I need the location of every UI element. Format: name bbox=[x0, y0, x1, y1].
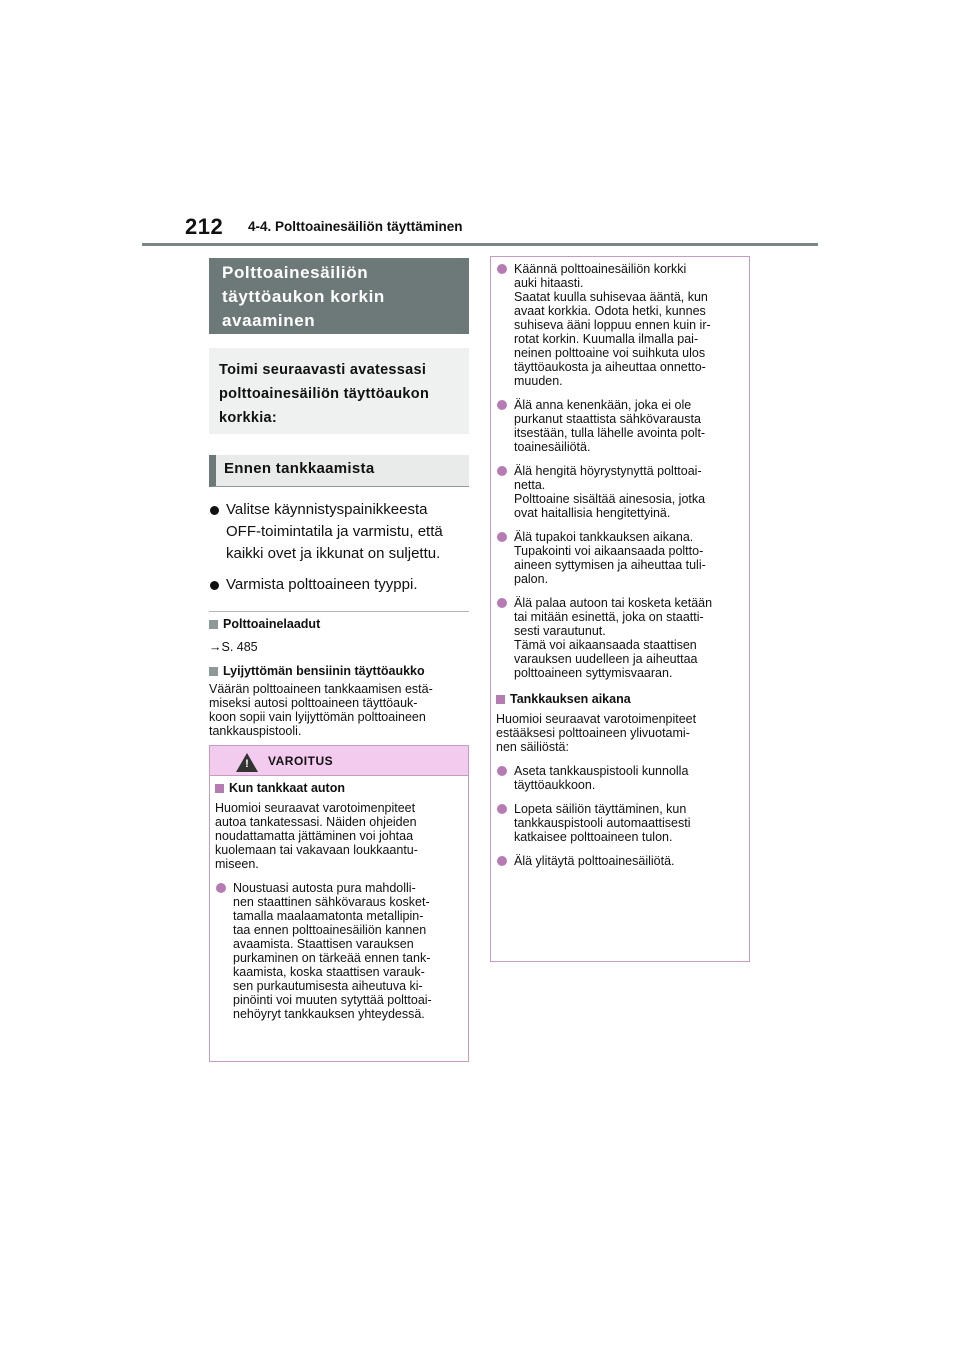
warning-box-right bbox=[490, 256, 750, 962]
warning-section-text: Huomioi seuraavat varotoimenpiteet autoa tankatessasi. Näiden ohjeiden noudattamatta jättäminen voi johtaa kuolemaan tai vakavaan loukkaantu- miseen. bbox=[215, 801, 418, 871]
banner-line: Polttoainesäiliön bbox=[222, 263, 369, 282]
warning-bullet: Noustuasi autosta pura mahdolli- nen staattinen sähkövaraus kosket- tamalla maalaamatonta metallipin- taa ennen polttoainesäiliön kannen avaamista. Staattisen varauksen purkaminen on tärkeää ennen tank- kaamista, koska staattisen varauk- sen purkautumisesta aiheutuva ki- pinöinti voi muuten sytyttää polttoai- nehöyryt tankkauksen yhteydessä. bbox=[215, 881, 460, 1021]
bullet-dot-icon bbox=[497, 532, 507, 542]
square-bullet-icon bbox=[215, 784, 224, 793]
square-bullet-icon bbox=[209, 667, 218, 676]
warning-section-title: Kun tankkaat auton bbox=[215, 781, 460, 796]
note-unleaded-inlet bbox=[209, 664, 469, 738]
divider bbox=[209, 611, 469, 612]
bullet-line: kaikki ovet ja ikkunat on suljettu. bbox=[226, 545, 441, 562]
warning-section-text: Huomioi seuraavat varotoimenpiteet estääksesi polttoaineen ylivuotami- nen säiliöstä: bbox=[496, 712, 697, 754]
exclamation-icon: ! bbox=[245, 758, 249, 770]
bullet-item bbox=[209, 574, 469, 596]
warning-content bbox=[491, 257, 749, 868]
warning-bullet: Aseta tankkauspistooli kunnolla täyttöaukkoon. bbox=[496, 764, 743, 792]
square-bullet-icon bbox=[209, 620, 218, 629]
bullet-item bbox=[209, 499, 469, 565]
warning-label: VAROITUS bbox=[268, 754, 334, 768]
intro-box bbox=[209, 348, 469, 434]
bullet-line: Valitse käynnistyspainikkeesta bbox=[226, 501, 428, 518]
warning-bullet: Käännä polttoainesäiliön korkki auki hitaasti. Saatat kuulla suhisevaa ääntä, kun avaat korkkia. Odota hetki, kunnes suhiseva ääni loppuu ennen kuin ir- rotat korkin. Kuumalla ilmalla pai- neinen polttoaine voi suihkuta ulos täyttöaukosta ja aiheuttaa onnetto- muuden. bbox=[496, 262, 743, 388]
bullet-line: OFF-toimintatila ja varmistu, että bbox=[226, 523, 443, 540]
left-column bbox=[209, 258, 469, 738]
warning-content bbox=[210, 776, 468, 1021]
intro-line: korkkia: bbox=[219, 410, 278, 426]
bullet-dot-icon bbox=[216, 883, 226, 893]
chapter-title: 4-4. Polttoainesäiliön täyttäminen bbox=[248, 219, 463, 234]
bullet-dot-icon bbox=[497, 598, 507, 608]
bullet-line: Varmista polttoaineen tyyppi. bbox=[226, 576, 418, 593]
bullet-dot-icon bbox=[497, 804, 507, 814]
bullet-dot-icon bbox=[210, 506, 219, 515]
bullet-dot-icon bbox=[497, 400, 507, 410]
note-title: Polttoainelaadut bbox=[209, 617, 469, 632]
bullet-dot-icon bbox=[210, 581, 219, 590]
warning-bullet: Lopeta säiliön täyttäminen, kun tankkauspistooli automaattisesti katkaisee polttoaineen tulon. bbox=[496, 802, 743, 844]
note-fuel-grades bbox=[209, 617, 469, 654]
bullet-list bbox=[209, 499, 469, 596]
bullet-dot-icon bbox=[497, 856, 507, 866]
bullet-dot-icon bbox=[497, 766, 507, 776]
warning-box-left bbox=[209, 745, 469, 1062]
page-number: 212 bbox=[185, 214, 224, 239]
warning-bullet: Älä anna kenenkään, joka ei ole purkanut staattista sähkövarausta itsestään, tulla lähelle avointa polt- toainesäiliötä. bbox=[496, 398, 743, 454]
warning-section-title: Tankkauksen aikana bbox=[496, 692, 743, 707]
warning-bullet: Älä hengitä höyrystynyttä polttoai- netta. Polttoaine sisältää ainesosia, jotka ovat haitallisia hengitettyinä. bbox=[496, 464, 743, 520]
header-rule bbox=[142, 243, 818, 246]
intro-line: polttoainesäiliön täyttöaukon bbox=[219, 386, 430, 402]
bullet-dot-icon bbox=[497, 466, 507, 476]
banner-line: avaaminen bbox=[222, 311, 316, 330]
subheading-before-refuel: Ennen tankkaamista bbox=[209, 455, 469, 487]
warning-header bbox=[210, 746, 468, 776]
square-bullet-icon bbox=[496, 695, 505, 704]
warning-bullet: Älä palaa autoon tai kosketa ketään tai mitään esinettä, joka on staatti- sesti varautunut. Tämä voi aikaansaada staattisen varauksen uudelleen ja aiheuttaa polttoaineen syttymisvaaran. bbox=[496, 596, 743, 680]
note-body: →S. 485 bbox=[209, 640, 258, 654]
note-title: Lyijyttömän bensiinin täyttöaukko bbox=[209, 664, 469, 679]
intro-line: Toimi seuraavasti avatessasi bbox=[219, 362, 427, 378]
bullet-dot-icon bbox=[497, 264, 507, 274]
section-banner bbox=[209, 258, 469, 334]
banner-line: täyttöaukon korkin bbox=[222, 287, 385, 306]
warning-bullet: Älä ylitäytä polttoainesäiliötä. bbox=[496, 854, 743, 868]
warning-bullet: Älä tupakoi tankkauksen aikana. Tupakointi voi aikaansaada poltto- aineen syttymisen ja aiheuttaa tuli- palon. bbox=[496, 530, 743, 586]
note-body: Väärän polttoaineen tankkaamisen estä- miseksi autosi polttoaineen täyttöauk- koon sopii vain lyijyttömän polttoaineen tankkauspistooli. bbox=[209, 682, 433, 738]
